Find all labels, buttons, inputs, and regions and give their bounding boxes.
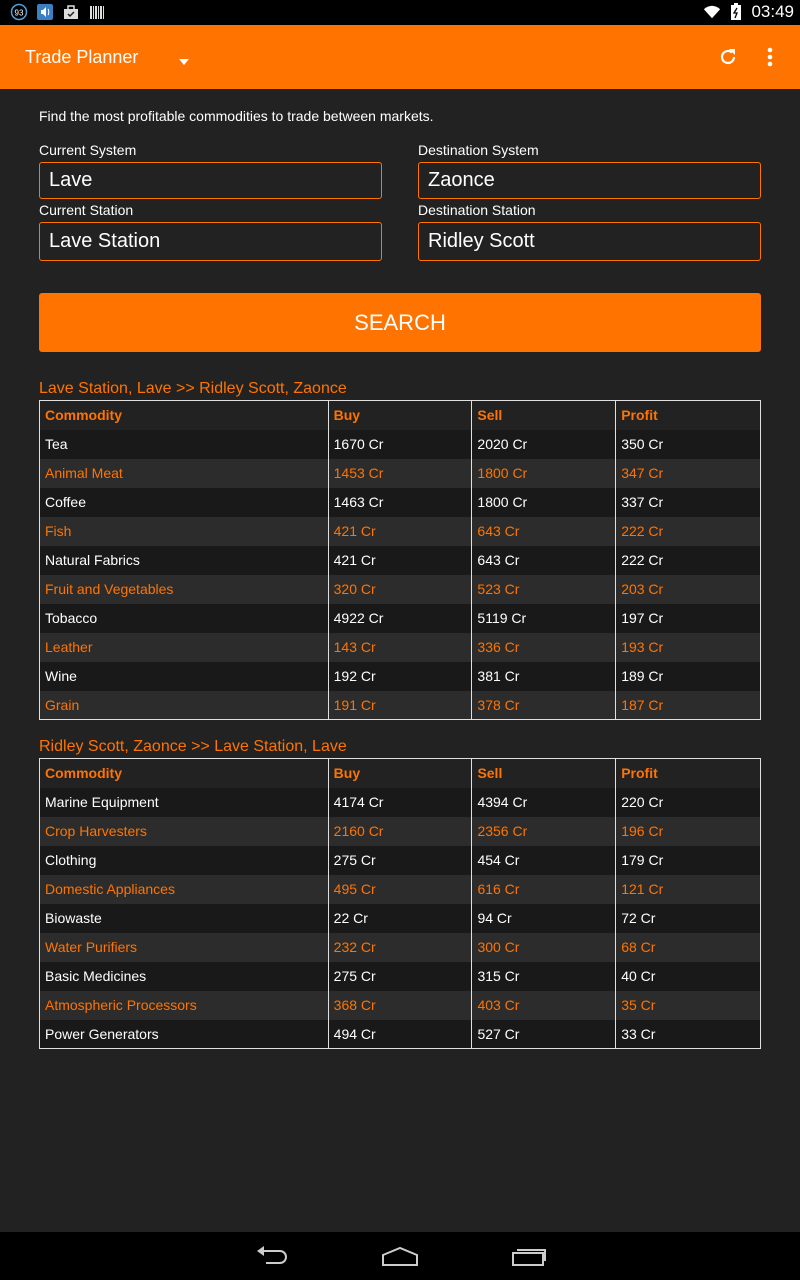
cell-buy: 1453 Cr <box>328 459 472 488</box>
search-button[interactable]: SEARCH <box>39 293 761 352</box>
cell-sell: 300 Cr <box>472 933 616 962</box>
header-profit: Profit <box>616 401 761 430</box>
cell-commodity: Power Generators <box>40 1020 329 1049</box>
cell-buy: 494 Cr <box>328 1020 472 1049</box>
current-system-input[interactable] <box>39 162 382 199</box>
table-row[interactable] <box>40 633 761 662</box>
cell-buy: 4174 Cr <box>328 788 472 817</box>
cell-sell: 1800 Cr <box>472 459 616 488</box>
table-row[interactable] <box>40 430 761 459</box>
cell-buy: 143 Cr <box>328 633 472 662</box>
cell-profit: 222 Cr <box>616 546 761 575</box>
back-icon[interactable] <box>252 1240 292 1272</box>
cell-sell: 403 Cr <box>472 991 616 1020</box>
cell-buy: 22 Cr <box>328 904 472 933</box>
cell-buy: 495 Cr <box>328 875 472 904</box>
cell-commodity: Clothing <box>40 846 329 875</box>
cell-profit: 196 Cr <box>616 817 761 846</box>
header-commodity: Commodity <box>40 401 329 430</box>
cell-profit: 203 Cr <box>616 575 761 604</box>
cell-commodity: Biowaste <box>40 904 329 933</box>
table-row[interactable] <box>40 933 761 962</box>
current-station-label: Current Station <box>39 202 134 218</box>
cell-commodity: Atmospheric Processors <box>40 991 329 1020</box>
cell-profit: 189 Cr <box>616 662 761 691</box>
route-title-outbound: Lave Station, Lave >> Ridley Scott, Zaonce <box>39 380 347 397</box>
cell-buy: 368 Cr <box>328 991 472 1020</box>
cell-buy: 1670 Cr <box>328 430 472 459</box>
cell-profit: 197 Cr <box>616 604 761 633</box>
current-system-label: Current System <box>39 142 137 158</box>
cell-commodity: Grain <box>40 691 329 720</box>
cell-buy: 4922 Cr <box>328 604 472 633</box>
table-row[interactable] <box>40 817 761 846</box>
cell-sell: 527 Cr <box>472 1020 616 1049</box>
app-title[interactable]: Trade Planner <box>25 47 139 67</box>
cell-sell: 381 Cr <box>472 662 616 691</box>
destination-station-label: Destination Station <box>418 202 536 218</box>
home-icon[interactable] <box>380 1240 420 1272</box>
destination-station-input[interactable] <box>418 222 761 261</box>
table-header-row <box>40 401 761 430</box>
cell-profit: 33 Cr <box>616 1020 761 1049</box>
cell-buy: 232 Cr <box>328 933 472 962</box>
trade-table-outbound <box>39 400 761 720</box>
sound-icon <box>36 3 54 21</box>
cell-buy: 320 Cr <box>328 575 472 604</box>
cell-sell: 2356 Cr <box>472 817 616 846</box>
cell-sell: 523 Cr <box>472 575 616 604</box>
header-commodity: Commodity <box>40 759 329 788</box>
header-buy: Buy <box>328 401 472 430</box>
cell-commodity: Leather <box>40 633 329 662</box>
route-title-return: Ridley Scott, Zaonce >> Lave Station, Lave <box>39 738 347 755</box>
cell-commodity: Crop Harvesters <box>40 817 329 846</box>
briefcase-icon <box>62 3 80 21</box>
svg-text:93: 93 <box>14 8 24 18</box>
cell-commodity: Wine <box>40 662 329 691</box>
current-station-input[interactable] <box>39 222 382 261</box>
cell-commodity: Tea <box>40 430 329 459</box>
header-sell: Sell <box>472 401 616 430</box>
table-row[interactable] <box>40 904 761 933</box>
barcode-icon <box>88 3 106 21</box>
cell-commodity: Fish <box>40 517 329 546</box>
table-row[interactable] <box>40 459 761 488</box>
cell-sell: 315 Cr <box>472 962 616 991</box>
cell-profit: 347 Cr <box>616 459 761 488</box>
destination-system-input[interactable] <box>418 162 761 199</box>
cell-sell: 1800 Cr <box>472 488 616 517</box>
cell-commodity: Domestic Appliances <box>40 875 329 904</box>
cell-commodity: Fruit and Vegetables <box>40 575 329 604</box>
cell-sell: 616 Cr <box>472 875 616 904</box>
status-bar <box>0 0 800 25</box>
cell-sell: 643 Cr <box>472 546 616 575</box>
table-row[interactable] <box>40 575 761 604</box>
table-row[interactable] <box>40 846 761 875</box>
cell-profit: 179 Cr <box>616 846 761 875</box>
cell-buy: 2160 Cr <box>328 817 472 846</box>
cell-profit: 187 Cr <box>616 691 761 720</box>
cell-commodity: Natural Fabrics <box>40 546 329 575</box>
recent-apps-icon[interactable] <box>509 1240 549 1272</box>
cell-commodity: Coffee <box>40 488 329 517</box>
cell-sell: 2020 Cr <box>472 430 616 459</box>
cell-profit: 72 Cr <box>616 904 761 933</box>
cell-commodity: Tobacco <box>40 604 329 633</box>
wifi-icon <box>703 3 721 21</box>
cell-profit: 121 Cr <box>616 875 761 904</box>
header-profit: Profit <box>616 759 761 788</box>
cell-sell: 454 Cr <box>472 846 616 875</box>
cell-buy: 192 Cr <box>328 662 472 691</box>
table-header-row <box>40 759 761 788</box>
notification-badge-icon <box>10 3 28 21</box>
cell-buy: 191 Cr <box>328 691 472 720</box>
table-row[interactable] <box>40 517 761 546</box>
battery-icon <box>727 3 745 21</box>
cell-commodity: Basic Medicines <box>40 962 329 991</box>
cell-buy: 421 Cr <box>328 517 472 546</box>
overflow-menu-icon[interactable] <box>756 43 784 71</box>
table-row[interactable] <box>40 991 761 1020</box>
cell-buy: 275 Cr <box>328 962 472 991</box>
cell-profit: 337 Cr <box>616 488 761 517</box>
table-row[interactable] <box>40 488 761 517</box>
table-row[interactable] <box>40 1020 761 1049</box>
cell-sell: 4394 Cr <box>472 788 616 817</box>
table-row[interactable] <box>40 788 761 817</box>
cell-profit: 68 Cr <box>616 933 761 962</box>
header-sell: Sell <box>472 759 616 788</box>
cell-sell: 94 Cr <box>472 904 616 933</box>
cell-profit: 350 Cr <box>616 430 761 459</box>
cell-profit: 35 Cr <box>616 991 761 1020</box>
cell-buy: 1463 Cr <box>328 488 472 517</box>
cell-sell: 378 Cr <box>472 691 616 720</box>
table-row[interactable] <box>40 662 761 691</box>
cell-commodity: Water Purifiers <box>40 933 329 962</box>
navigation-bar <box>0 1232 800 1280</box>
status-time: 03:49 <box>751 2 794 21</box>
table-row[interactable] <box>40 962 761 991</box>
cell-profit: 222 Cr <box>616 517 761 546</box>
table-row[interactable] <box>40 875 761 904</box>
action-bar <box>0 25 800 89</box>
cell-buy: 275 Cr <box>328 846 472 875</box>
table-row[interactable] <box>40 691 761 720</box>
cell-sell: 336 Cr <box>472 633 616 662</box>
trade-table-return <box>39 758 761 1049</box>
dropdown-arrow-icon[interactable] <box>178 53 190 61</box>
refresh-icon[interactable] <box>714 43 742 71</box>
cell-profit: 40 Cr <box>616 962 761 991</box>
cell-sell: 5119 Cr <box>472 604 616 633</box>
table-row[interactable] <box>40 604 761 633</box>
header-buy: Buy <box>328 759 472 788</box>
table-row[interactable] <box>40 546 761 575</box>
cell-buy: 421 Cr <box>328 546 472 575</box>
cell-commodity: Marine Equipment <box>40 788 329 817</box>
destination-system-label: Destination System <box>418 142 539 158</box>
intro-text: Find the most profitable commodities to trade between markets. <box>39 108 434 124</box>
cell-profit: 193 Cr <box>616 633 761 662</box>
cell-commodity: Animal Meat <box>40 459 329 488</box>
cell-sell: 643 Cr <box>472 517 616 546</box>
cell-profit: 220 Cr <box>616 788 761 817</box>
